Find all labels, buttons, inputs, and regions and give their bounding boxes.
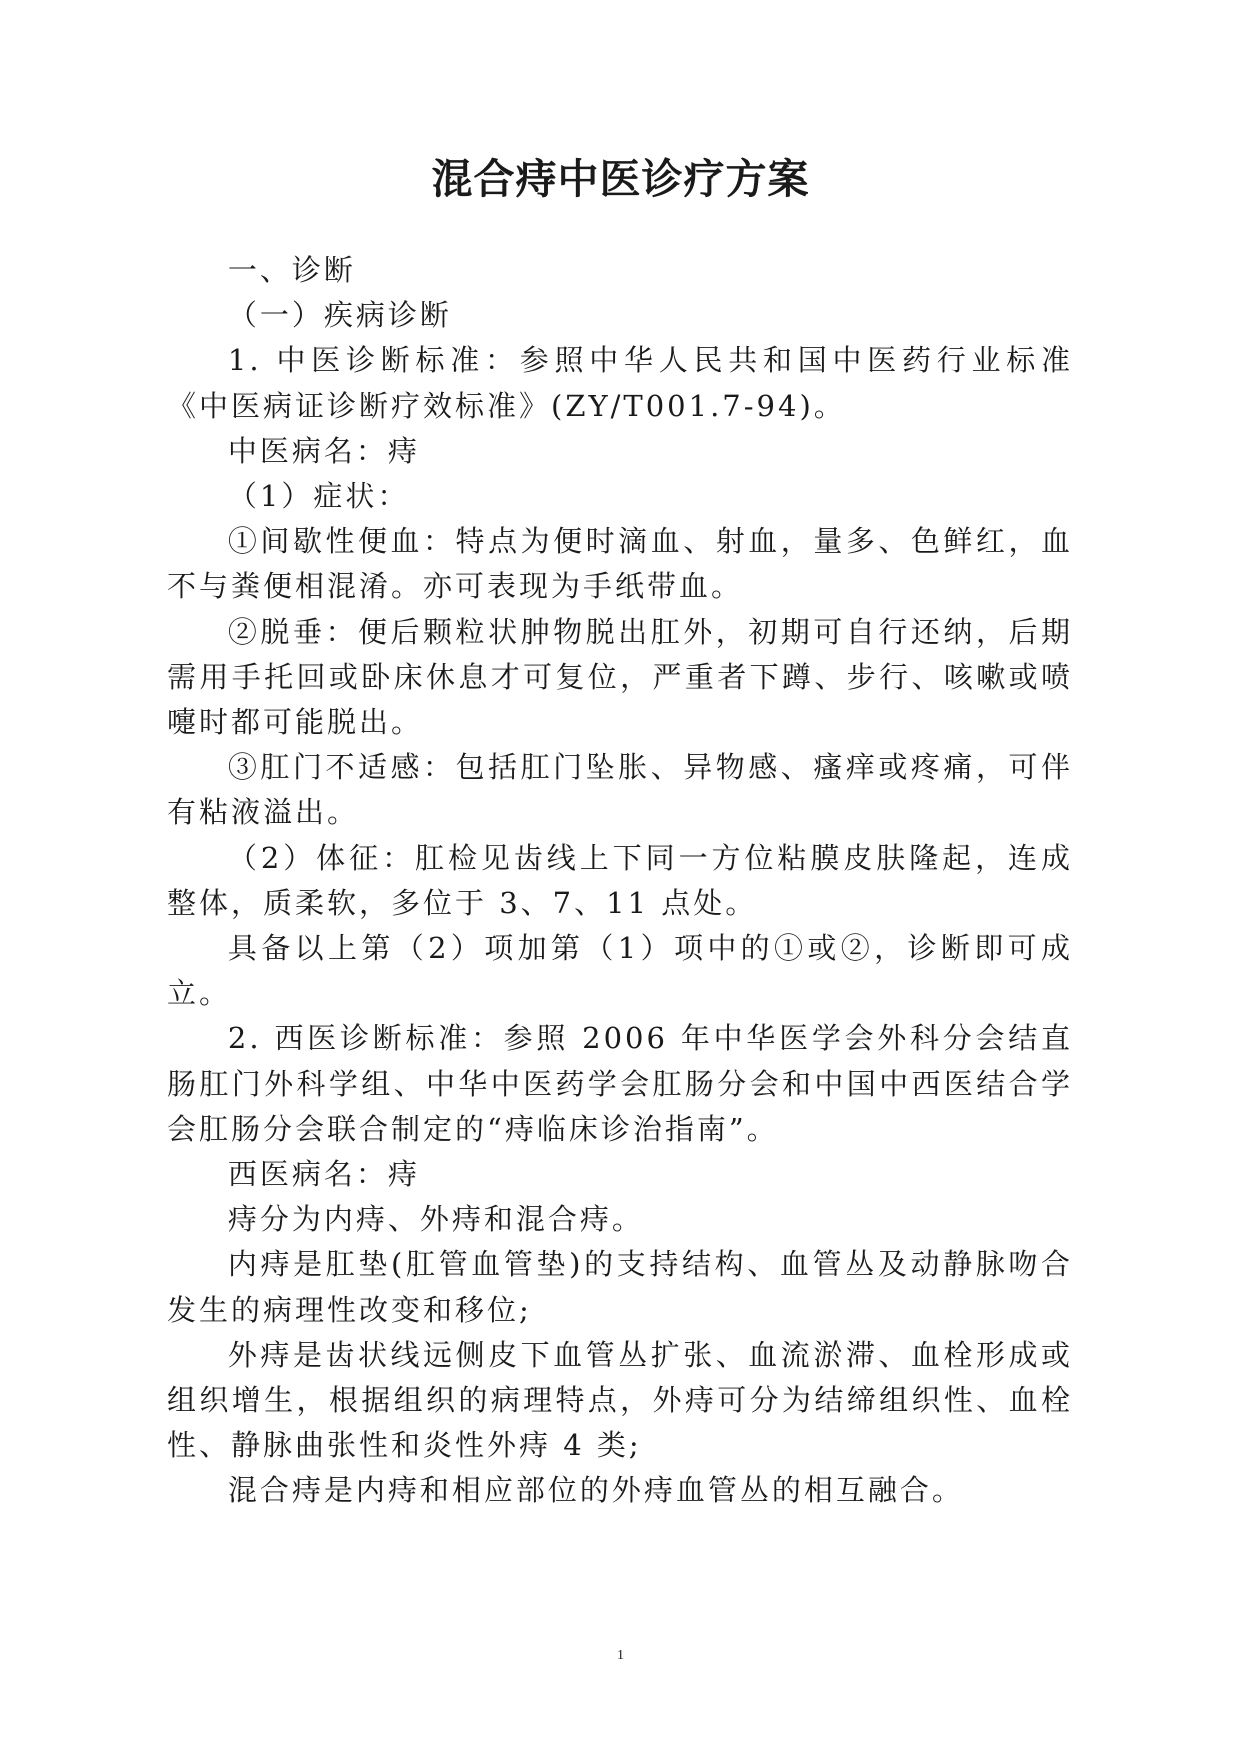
western-diagnosis-standard: 2. 西医诊断标准：参照 2006 年中华医学会外科分会结直肠肛门外科学组、中华中医药学会肛肠分会和中国中西医结合学会肛肠分会联合制定的“痔临床诊治指南”。: [167, 1021, 1073, 1146]
hemorrhoid-classification: 痔分为内痔、外痔和混合痔。: [227, 1202, 644, 1237]
symptom-discomfort: ③肛门不适感：包括肛门坠胀、异物感、瘙痒或疼痛，可伴有粘液溢出。: [167, 750, 1073, 830]
western-disease-name: 西医病名：痔: [227, 1157, 420, 1192]
diagnosis-criteria: 具备以上第（2）项加第（1）项中的①或②，诊断即可成立。: [167, 931, 1073, 1011]
document-body: [167, 248, 1073, 1514]
symptom-prolapse: ②脱垂：便后颗粒状肿物脱出肛外，初期可自行还纳，后期需用手托回或卧床休息才可复位，严重者下蹲、步行、咳嗽或喷嚏时都可能脱出。: [167, 614, 1073, 740]
symptom-bleeding: ①间歇性便血：特点为便时滴血、射血，量多、色鲜红，血不与粪便相混淆。亦可表现为手纸带血。: [167, 524, 1073, 604]
document-title: 混合痔中医诊疗方案: [431, 155, 810, 203]
symptoms-heading: （1）症状：: [227, 479, 410, 514]
section-heading-diagnosis: 一、诊断: [227, 253, 356, 287]
internal-hemorrhoid-definition: 内痔是肛垫(肛管血管垫)的支持结构、血管丛及动静脉吻合发生的病理性改变和移位;: [167, 1247, 1073, 1327]
tcm-disease-name: 中医病名：痔: [227, 433, 420, 468]
physical-signs: （2）体征：肛检见齿线上下同一方位粘膜皮肤隆起，连成整体，质柔软，多位于 3、7、11 点处。: [167, 840, 1073, 920]
page-number: 1: [617, 1648, 624, 1663]
mixed-hemorrhoid-definition: 混合痔是内痔和相应部位的外痔血管丛的相互融合。: [227, 1473, 964, 1508]
tcm-diagnosis-standard: 1. 中医诊断标准：参照中华人民共和国中医药行业标准《中医病证诊断疗效标准》(ZY/T001.7-94)。: [167, 343, 1073, 423]
subsection-heading-disease-diagnosis: （一）疾病诊断: [227, 298, 452, 333]
external-hemorrhoid-definition: 外痔是齿状线远侧皮下血管丛扩张、血流淤滞、血栓形成或组织增生，根据组织的病理特点，外痔可分为结缔组织性、血栓性、静脉曲张性和炎性外痔 4 类;: [167, 1337, 1073, 1463]
